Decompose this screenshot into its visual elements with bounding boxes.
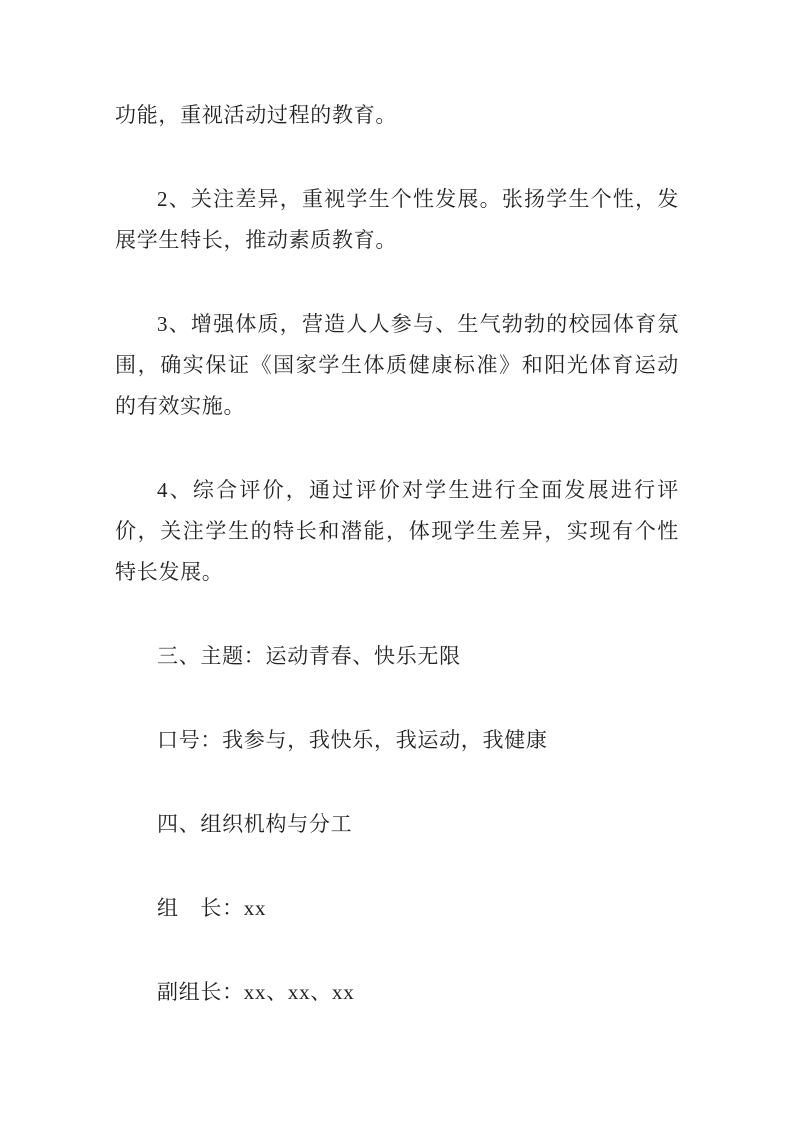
paragraph: 功能，重视活动过程的教育。 <box>115 103 398 127</box>
paragraph: 3、增强体质，营造人人参与、生气勃勃的校园体育氛围，确实保证《国家学生体质健康标准》和阳光体育运动的有效实施。 <box>115 312 679 418</box>
paragraph: 口号：我参与，我快乐，我运动，我健康 <box>157 728 548 752</box>
paragraph: 副组长：xx、xx、xx <box>157 980 355 1004</box>
paragraph: 组 长：xx <box>157 896 267 920</box>
paragraph: 2、关注差异，重视学生个性发展。张扬学生个性，发展学生特长，推动素质教育。 <box>115 187 679 252</box>
paragraph: 三、主题：运动青春、快乐无限 <box>157 644 461 668</box>
paragraph: 四、组织机构与分工 <box>157 812 353 836</box>
paragraph: 4、综合评价，通过评价对学生进行全面发展进行评价，关注学生的特长和潜能，体现学生差异，实现有个性特长发展。 <box>115 478 679 584</box>
